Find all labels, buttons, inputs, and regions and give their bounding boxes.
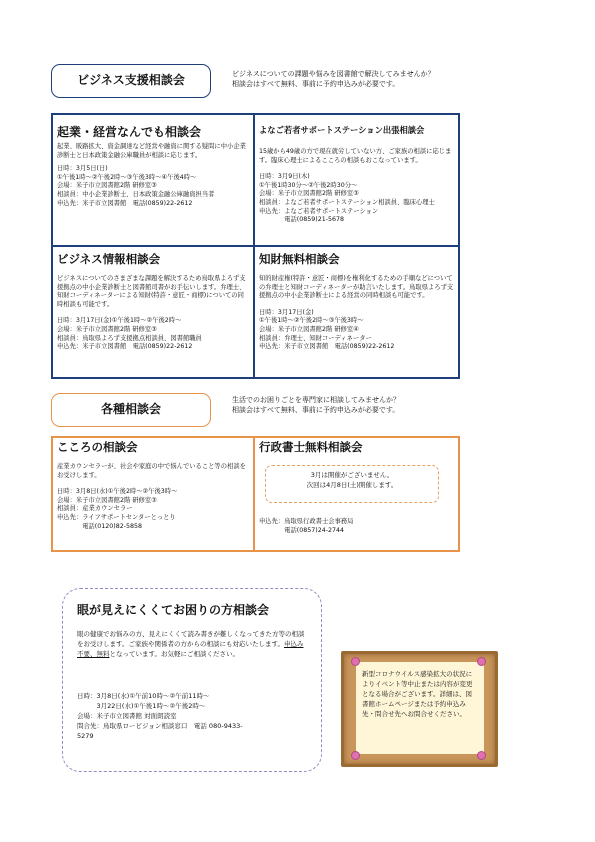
detail-line: 日時：3月5日(日)	[57, 165, 108, 173]
cell-details	[57, 317, 249, 351]
cell-kokoro	[53, 438, 253, 550]
various-table	[51, 436, 460, 552]
various-intro-line1: 生活でのお困りごとを専門家に相談してみませんか？	[232, 396, 400, 404]
detail-line: 電話(0120)82-5858	[57, 522, 143, 530]
eye-desc	[77, 629, 309, 659]
pin-icon	[352, 658, 359, 665]
pin-icon	[478, 658, 485, 665]
various-header	[51, 393, 211, 427]
detail-line: 会場：米子市立図書館2階 研修室④	[259, 325, 359, 333]
cell-title: 知財無料相談会	[259, 252, 340, 266]
cell-details	[57, 165, 249, 208]
detail-line: 電話(0859)21-5678	[259, 216, 345, 224]
cell-details	[259, 309, 454, 352]
detail-line: 相談員：よなご若者サポートステーション相談員、臨床心理士	[259, 198, 435, 206]
detail-line: 相談員：鳥取県よろず支援拠点相談員、図書館職員	[57, 334, 202, 342]
cell-title: 行政書士無料相談会	[259, 440, 363, 454]
cell-title: こころの相談会	[57, 440, 138, 454]
detail-line: 相談員：中小企業診断士、日本政策金融公庫融資担当者	[57, 190, 215, 198]
various-header-label: 各種相談会	[100, 402, 161, 416]
cell-details	[259, 173, 454, 225]
cell-details	[259, 518, 353, 535]
detail-line: ①午後1時30分～②午後2時30分～	[259, 181, 358, 189]
business-header-label: ビジネス支援相談会	[77, 73, 185, 87]
cell-desc: ビジネスについてのさまざまな課題を解決するため鳥取県よろず支援拠点の中小企業診断士と図書館司書がお手伝いします。弁理士、知財コーディネーターによる知財(特許・意匠・商標)についての同時相談も可能です。	[57, 275, 246, 308]
detail-line: 日時：3月17日(金)①午後1時～②午後2時～	[57, 317, 182, 325]
eye-details	[77, 691, 243, 741]
detail-line: 申込先：よなご若者サポートステーション	[259, 207, 379, 215]
detail-line: ①午後1時～②午後2時～③午後3時～④午後4時～	[57, 173, 197, 181]
detail-line: 問合先：鳥取県ロービジョン相談窓口 電話 080-9433-	[77, 722, 243, 730]
memo-text: 新型コロナウイルス感染拡大の状況によりイベント等中止または内容が変更となる場合がございます。詳細は、図書館ホームページまたは予約申込み先・問合せ先へお問合せください。	[362, 670, 473, 718]
various-intro	[232, 395, 532, 415]
detail-line: 相談員：産業カウンセラー	[57, 505, 133, 513]
detail-line: ①午後1時～②午後2時～③午後3時～	[259, 317, 364, 325]
memo-paper	[356, 662, 484, 754]
cell-title: 起業・経営なんでも相談会	[57, 125, 202, 139]
eye-desc-main: 眼の健康でお悩みの方、見えにくくて読み書きが難しくなってきた方等の相談をお受けします。ご家族や関係者の方からの相談にも対応いたします。	[77, 630, 305, 648]
detail-line: 電話(0857)24-2744	[259, 526, 345, 534]
business-intro-line2: 相談会はすべて無料、事前に予約申込みが必要です。	[232, 80, 400, 88]
detail-line: 申込先：米子市立図書館 電話(0859)22-2612	[259, 343, 395, 351]
cell-title: よなご若者サポートステーション出張相談会	[259, 125, 425, 135]
pin-icon	[352, 752, 359, 759]
notice-line1: 3月は開催がございません。	[310, 471, 394, 479]
detail-line: 申込先：米子市立図書館 電話(0859)22-2612	[57, 343, 193, 351]
detail-line: 会場：米子市立図書館2階 研修室③	[57, 496, 157, 504]
detail-line: 申込先：米子市立図書館 電話(0859)22-2612	[57, 199, 193, 207]
detail-line: 日時：3月9日(木)	[259, 173, 310, 181]
notice-line2: 次回は4月8日(土)開催します。	[306, 481, 398, 489]
detail-line: 会場：米子市立図書館 対面朗読室	[77, 712, 177, 720]
cell-chizai	[255, 247, 458, 377]
business-header	[51, 64, 211, 98]
cell-kigyo	[53, 115, 253, 245]
detail-line: 相談員：弁理士、知財コーディネーター	[259, 334, 372, 342]
eye-title: 眼が見えにくくてお困りの方相談会	[77, 603, 270, 617]
eye-desc-end: となっています。お気軽にご相談ください。	[109, 650, 239, 658]
cell-title: ビジネス情報相談会	[57, 252, 161, 266]
business-table	[51, 113, 460, 379]
corkboard-notice	[341, 651, 498, 767]
detail-line: 会場：米子市立図書館2階 研修室③	[57, 325, 157, 333]
cell-bizinfo	[53, 247, 253, 377]
detail-line: 日時：3月17日(金)	[259, 308, 314, 316]
cell-desc: 起業、販路拡大、資金調達など経営や融資に関する疑問に中小企業診断士と日本政策金融公庫職員が相談に応じます。	[57, 143, 246, 159]
detail-line: 申込先：鳥取県行政書士会事務局	[259, 518, 354, 525]
various-intro-line2: 相談会はすべて無料、事前に予約申込みが必要です。	[232, 406, 400, 414]
eye-desc-underline: 申込み不要、無料	[77, 640, 304, 658]
eye-consultation-panel	[62, 588, 322, 772]
cell-desc: 15歳から49歳の方で現在就労していない方、ご家族の相談に応じます。臨床心理士によるこころの相談もおこなっています。	[259, 148, 452, 164]
cell-desc: 産業カウンセラーが、社会や家庭の中で悩んでいること等の相談をお受けします。	[57, 463, 246, 479]
cell-gyosei	[255, 438, 458, 550]
gyosei-notice	[265, 465, 439, 503]
cell-details	[57, 488, 249, 531]
business-intro	[232, 69, 532, 89]
cell-saposute	[255, 115, 458, 245]
detail-line: 5279	[77, 732, 94, 740]
detail-line: 申込先：ライフサポートセンターとっとり	[57, 513, 176, 521]
cell-desc: 知的財産権(特許・意匠・商標)を権利化するための手順などについての弁理士と知財コーディネーターが助言いたします。鳥取県よろず支援拠点の中小企業診断士による経営の同時相談も可能です。	[259, 275, 454, 300]
detail-line: 3月22日(水)①午後1時～②午後2時～	[77, 702, 206, 710]
pin-icon	[478, 752, 485, 759]
detail-line: 日時：3月8日(水)①午後2時～②午後3時～	[57, 488, 178, 496]
detail-line: 会場：米子市立図書館2階 研修室③	[259, 190, 359, 198]
detail-line: 日時：3月8日(水)①午前10時～②午前11時～	[77, 692, 210, 700]
business-intro-line1: ビジネスについての課題や悩みを図書館で解決してみませんか？	[232, 70, 435, 78]
detail-line: 会場：米子市立図書館2階 研修室③	[57, 182, 157, 190]
